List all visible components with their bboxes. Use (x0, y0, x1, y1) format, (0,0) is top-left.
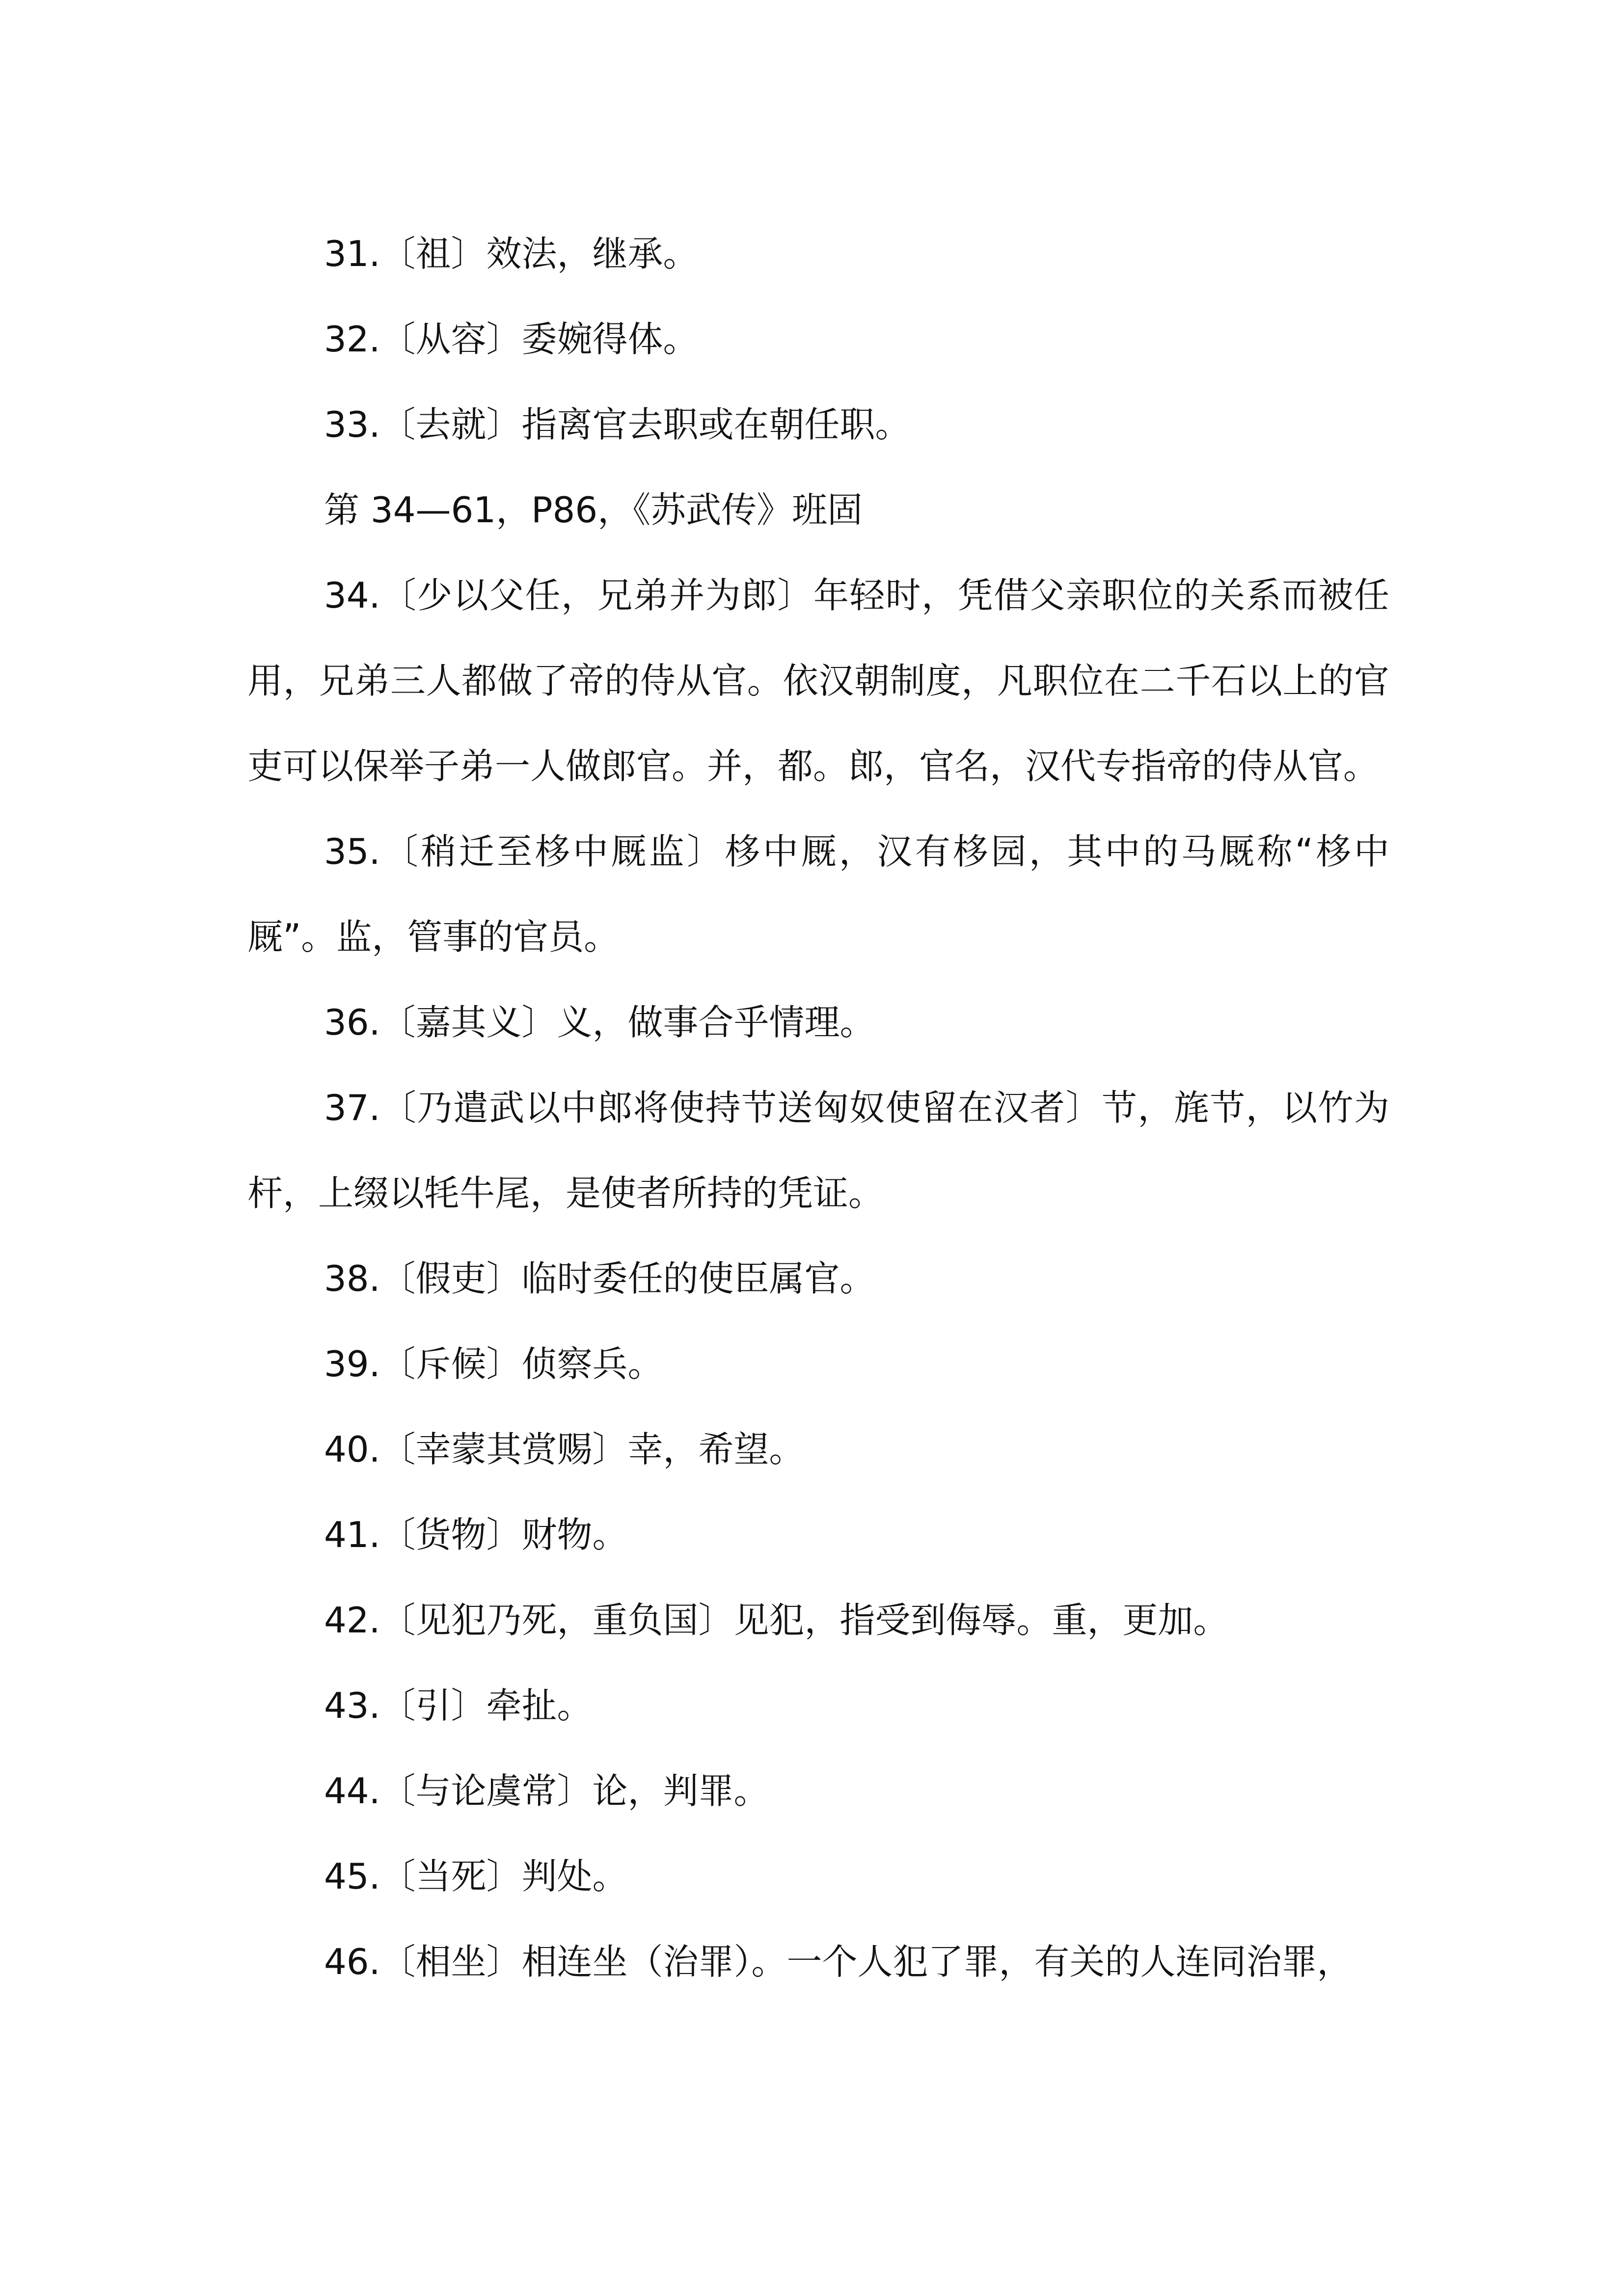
note-44: 44.〔与论虞常〕论，判罪。 (324, 1770, 769, 1812)
note-41: 41.〔货物〕财物。 (324, 1514, 628, 1555)
note-43: 43.〔引〕牵扯。 (324, 1685, 593, 1726)
note-40: 40.〔幸蒙其赏赐〕幸，希望。 (324, 1429, 805, 1470)
note-39: 39.〔斥候〕侦察兵。 (324, 1343, 663, 1385)
note-35: 35.〔稍迁至栘中厩监〕栘中厩，汉有栘园，其中的马厩称“栘中厩”。监，管事的官员。 (247, 831, 1389, 958)
note-36: 36.〔嘉其义〕义，做事合乎情理。 (324, 1002, 875, 1043)
note-38: 38.〔假吏〕临时委任的使臣属官。 (324, 1258, 875, 1299)
note-42: 42.〔见犯乃死，重负国〕见犯，指受到侮辱。重，更加。 (324, 1600, 1229, 1641)
note-45: 45.〔当死〕判处。 (324, 1856, 628, 1897)
annotation-list (247, 211, 1389, 2004)
note-31: 31.〔祖〕效法，继承。 (324, 233, 699, 274)
section-heading: 第 34—61，P86，《苏武传》班固 (324, 489, 863, 531)
note-33: 33.〔去就〕指离官去职或在朝任职。 (324, 404, 911, 445)
note-32: 32.〔从容〕委婉得体。 (324, 319, 699, 360)
note-34: 34.〔少以父任，兄弟并为郎〕年轻时，凭借父亲职位的关系而被任用，兄弟三人都做了帝的侍从官。依汉朝制度，凡职位在二千石以上的官吏可以保举子弟一人做郎官。并，都。郎，官名，汉代专指帝的侍从官。 (247, 575, 1389, 787)
note-37: 37.〔乃遣武以中郎将使持节送匈奴使留在汉者〕节，旄节，以竹为杆，上缀以牦牛尾，是使者所持的凭证。 (247, 1087, 1389, 1214)
note-46: 46.〔相坐〕相连坐（治罪）。一个人犯了罪，有关的人连同治罪， (324, 1941, 1353, 1982)
